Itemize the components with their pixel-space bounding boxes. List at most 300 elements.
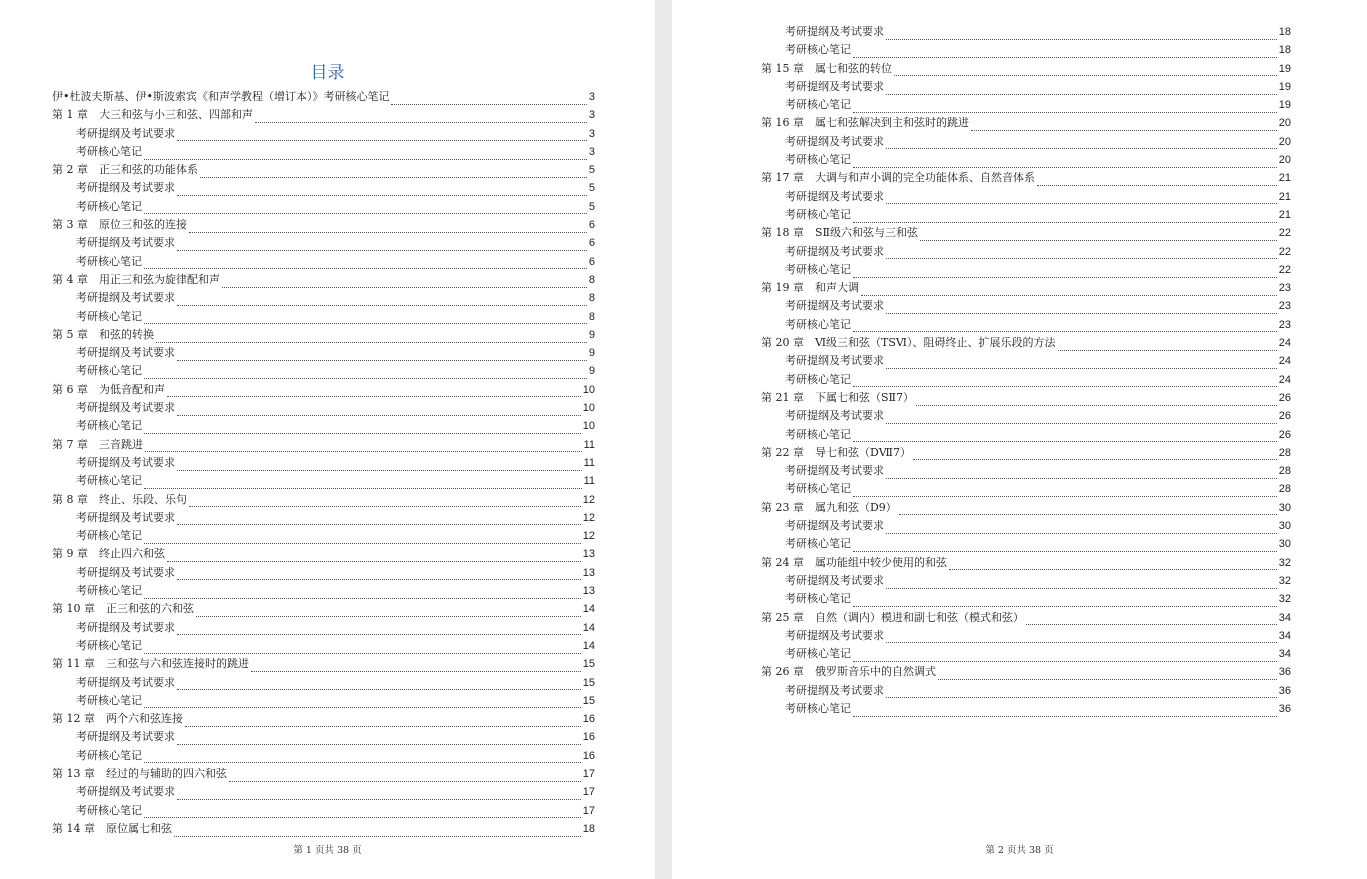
toc-page-number: 16 — [582, 749, 595, 762]
toc-subentry[interactable] — [761, 371, 1291, 389]
toc-entry[interactable] — [52, 765, 595, 783]
toc-subentry[interactable] — [52, 143, 595, 161]
toc-entry-label: 考研核心笔记 — [76, 364, 142, 378]
toc-leader-dots — [886, 356, 1277, 369]
toc-entry-label: 考研提纲及考试要求 — [785, 409, 884, 423]
toc-leader-dots — [177, 677, 581, 690]
toc-leader-dots — [886, 630, 1277, 643]
toc-page-number: 12 — [582, 511, 595, 524]
toc-subentry[interactable] — [761, 627, 1291, 645]
toc-entry-label: 考研提纲及考试要求 — [785, 244, 884, 258]
toc-subentry[interactable] — [52, 125, 595, 143]
toc-subentry[interactable] — [761, 261, 1291, 279]
toc-entry-label: 第 13 章 经过的与辅助的四六和弦 — [52, 766, 227, 780]
toc-subentry[interactable] — [761, 316, 1291, 334]
toc-entry-label: 第 24 章 属功能组中较少使用的和弦 — [761, 555, 947, 569]
toc-page-number: 32 — [1278, 556, 1291, 569]
toc-entry[interactable] — [52, 106, 595, 124]
toc-subentry[interactable] — [52, 747, 595, 765]
page-footer: 第 1 页共 38 页 — [293, 845, 362, 856]
toc-leader-dots — [886, 576, 1277, 589]
toc-leader-dots — [144, 586, 581, 599]
toc-entry-label: 考研提纲及考试要求 — [76, 346, 175, 360]
toc-subentry[interactable] — [52, 637, 595, 655]
toc-page-number: 14 — [582, 603, 595, 616]
toc-entry-label: 第 12 章 两个六和弦连接 — [52, 712, 183, 726]
toc-subentry[interactable] — [761, 407, 1291, 425]
toc-entry[interactable] — [52, 216, 595, 234]
toc-leader-dots — [255, 110, 587, 123]
toc-page-number: 30 — [1278, 520, 1291, 533]
toc-page-number: 21 — [1278, 208, 1291, 221]
table-of-contents — [761, 23, 1291, 718]
toc-page-number: 12 — [582, 493, 595, 506]
toc-page-number: 23 — [1278, 282, 1291, 295]
toc-leader-dots — [177, 348, 587, 361]
toc-leader-dots — [853, 319, 1277, 332]
toc-page-number: 9 — [588, 328, 595, 341]
toc-page-number: 14 — [582, 639, 595, 652]
toc-leader-dots — [1058, 338, 1277, 351]
toc-page-number: 9 — [588, 347, 595, 360]
toc-entry-label: 第 9 章 终止四六和弦 — [52, 547, 165, 561]
toc-page-number: 15 — [582, 694, 595, 707]
toc-page-number: 21 — [1278, 190, 1291, 203]
toc-entry-label: 第 8 章 终止、乐段、乐句 — [52, 492, 187, 506]
toc-page-number: 5 — [588, 200, 595, 213]
toc-leader-dots — [144, 695, 581, 708]
toc-page-number: 26 — [1278, 410, 1291, 423]
toc-leader-dots — [222, 275, 587, 288]
toc-entry-label: 考研提纲及考试要求 — [785, 683, 884, 697]
toc-page-number: 3 — [588, 109, 595, 122]
toc-entry[interactable] — [52, 436, 595, 454]
toc-entry-label: 考研核心笔记 — [76, 419, 142, 433]
toc-subentry[interactable] — [52, 674, 595, 692]
toc-entry-label: 考研提纲及考试要求 — [785, 134, 884, 148]
toc-leader-dots — [144, 641, 581, 654]
toc-leader-dots — [861, 283, 1277, 296]
toc-entry[interactable] — [52, 655, 595, 673]
toc-entry-label: 考研核心笔记 — [785, 647, 851, 661]
toc-page-number: 36 — [1278, 702, 1291, 715]
toc-leader-dots — [894, 63, 1277, 76]
toc-subentry[interactable] — [52, 728, 595, 746]
toc-entry[interactable] — [52, 326, 595, 344]
toc-entry[interactable] — [761, 169, 1291, 187]
page-gutter — [655, 0, 672, 879]
toc-entry-label: 考研核心笔记 — [785, 372, 851, 386]
toc-entry-label: 第 25 章 自然（调内）模进和副七和弦（模式和弦） — [761, 610, 1024, 624]
page-footer: 第 2 页共 38 页 — [985, 845, 1054, 856]
toc-entry[interactable] — [761, 334, 1291, 352]
toc-page-number: 6 — [588, 255, 595, 268]
toc-entry-label: 考研提纲及考试要求 — [785, 464, 884, 478]
toc-leader-dots — [853, 484, 1277, 497]
toc-leader-dots — [156, 330, 587, 343]
toc-entry-label: 第 14 章 原位属七和弦 — [52, 821, 172, 835]
toc-subentry[interactable] — [761, 78, 1291, 96]
toc-page-number: 15 — [582, 658, 595, 671]
toc-leader-dots — [144, 311, 587, 324]
toc-page-number: 10 — [582, 402, 595, 415]
toc-entry-label: 考研核心笔记 — [76, 199, 142, 213]
toc-page-number: 34 — [1278, 611, 1291, 624]
toc-entry-label: 考研提纲及考试要求 — [76, 291, 175, 305]
toc-page-number: 11 — [583, 438, 595, 451]
toc-entry-label: 考研核心笔记 — [76, 254, 142, 268]
toc-entry-label: 考研核心笔记 — [785, 153, 851, 167]
toc-leader-dots — [886, 685, 1277, 698]
toc-entry[interactable] — [761, 224, 1291, 242]
toc-subentry[interactable] — [761, 352, 1291, 370]
toc-leader-dots — [886, 301, 1277, 314]
toc-page-number: 14 — [582, 621, 595, 634]
toc-page-number: 28 — [1278, 483, 1291, 496]
toc-subentry[interactable] — [52, 198, 595, 216]
toc-leader-dots — [251, 659, 581, 672]
toc-entry-label: 第 15 章 属七和弦的转位 — [761, 61, 892, 75]
toc-leader-dots — [196, 604, 581, 617]
table-of-contents — [52, 88, 595, 838]
toc-leader-dots — [177, 567, 581, 580]
toc-entry-label: 考研核心笔记 — [76, 474, 142, 488]
toc-entry[interactable] — [52, 600, 595, 618]
toc-subentry[interactable] — [52, 253, 595, 271]
toc-page-number: 36 — [1278, 684, 1291, 697]
toc-entry[interactable] — [52, 491, 595, 509]
toc-page-number: 19 — [1278, 99, 1291, 112]
toc-subentry[interactable] — [761, 517, 1291, 535]
toc-page-number: 18 — [1278, 44, 1291, 57]
toc-entry[interactable] — [52, 161, 595, 179]
document-page-2 — [672, 0, 1367, 879]
toc-entry-label: 考研提纲及考试要求 — [76, 126, 175, 140]
toc-subentry[interactable] — [761, 206, 1291, 224]
toc-subentry[interactable] — [761, 426, 1291, 444]
toc-entry-label: 第 18 章 SⅡ级六和弦与三和弦 — [761, 226, 919, 240]
toc-leader-dots — [144, 147, 587, 160]
toc-leader-dots — [174, 824, 581, 837]
toc-subentry[interactable] — [52, 362, 595, 380]
toc-subentry[interactable] — [52, 179, 595, 197]
toc-leader-dots — [899, 502, 1277, 515]
toc-entry-label: 考研核心笔记 — [76, 803, 142, 817]
toc-page-number: 5 — [588, 182, 595, 195]
toc-subentry[interactable] — [761, 572, 1291, 590]
toc-entry[interactable] — [52, 820, 595, 838]
toc-entry-label: 考研核心笔记 — [76, 309, 142, 323]
toc-entry-label: 考研提纲及考试要求 — [785, 519, 884, 533]
toc-page-number: 11 — [583, 475, 595, 488]
toc-entry-label: 第 6 章 为低音配和声 — [52, 382, 165, 396]
toc-entry-label: 第 26 章 俄罗斯音乐中的自然调式 — [761, 665, 936, 679]
toc-subentry[interactable] — [761, 590, 1291, 608]
toc-subentry[interactable] — [761, 297, 1291, 315]
toc-leader-dots — [853, 649, 1277, 662]
toc-leader-dots — [144, 421, 581, 434]
toc-entry-label: 考研提纲及考试要求 — [76, 620, 175, 634]
toc-leader-dots — [167, 384, 581, 397]
toc-page-number: 20 — [1278, 117, 1291, 130]
toc-page-number: 30 — [1278, 538, 1291, 551]
toc-page-number: 11 — [583, 456, 595, 469]
toc-page-number: 18 — [582, 822, 595, 835]
toc-leader-dots — [391, 92, 586, 105]
toc-entry-label: 考研核心笔记 — [785, 427, 851, 441]
toc-page-number: 15 — [582, 676, 595, 689]
toc-leader-dots — [920, 228, 1277, 241]
toc-subentry[interactable] — [52, 308, 595, 326]
toc-subentry[interactable] — [52, 472, 595, 490]
toc-subentry[interactable] — [52, 509, 595, 527]
toc-page-number: 13 — [582, 566, 595, 579]
toc-leader-dots — [144, 366, 587, 379]
toc-subentry[interactable] — [761, 188, 1291, 206]
toc-leader-dots — [853, 210, 1277, 223]
toc-entry-label: 考研核心笔记 — [785, 537, 851, 551]
toc-subentry[interactable] — [761, 23, 1291, 41]
toc-leader-dots — [144, 531, 581, 544]
toc-subentry[interactable] — [761, 700, 1291, 718]
toc-entry-label: 第 3 章 原位三和弦的连接 — [52, 218, 187, 232]
toc-entry-label: 考研核心笔记 — [76, 144, 142, 158]
toc-page-number: 26 — [1278, 391, 1291, 404]
toc-subentry[interactable] — [52, 234, 595, 252]
toc-subentry[interactable] — [761, 243, 1291, 261]
toc-leader-dots — [853, 429, 1277, 442]
toc-page-number: 19 — [1278, 80, 1291, 93]
toc-leader-dots — [886, 246, 1277, 259]
toc-entry-label: 考研提纲及考试要求 — [76, 455, 175, 469]
toc-entry-label: 第 16 章 属七和弦解决到主和弦时的跳进 — [761, 116, 969, 130]
toc-entry-label: 第 5 章 和弦的转换 — [52, 327, 154, 341]
toc-subentry[interactable] — [761, 462, 1291, 480]
toc-entry-label: 第 19 章 和声大调 — [761, 281, 859, 295]
toc-page-number: 26 — [1278, 428, 1291, 441]
toc-entry-label: 第 10 章 正三和弦的六和弦 — [52, 602, 194, 616]
toc-entry-label: 第 1 章 大三和弦与小三和弦、四部和声 — [52, 108, 253, 122]
toc-entry[interactable] — [52, 545, 595, 563]
toc-subentry[interactable] — [761, 133, 1291, 151]
toc-entry-label: 考研核心笔记 — [76, 529, 142, 543]
toc-leader-dots — [886, 466, 1277, 479]
toc-leader-dots — [200, 165, 587, 178]
toc-leader-dots — [853, 155, 1277, 168]
toc-leader-dots — [177, 732, 581, 745]
toc-page-number: 32 — [1278, 574, 1291, 587]
toc-entry-label: 考研核心笔记 — [785, 262, 851, 276]
toc-page-number: 10 — [582, 383, 595, 396]
toc-leader-dots — [886, 411, 1277, 424]
toc-page-number: 13 — [582, 548, 595, 561]
toc-leader-dots — [886, 27, 1277, 40]
toc-entry[interactable] — [761, 554, 1291, 572]
toc-leader-dots — [177, 293, 587, 306]
toc-leader-dots — [971, 118, 1277, 131]
toc-leader-dots — [853, 594, 1277, 607]
toc-leader-dots — [185, 714, 581, 727]
toc-entry[interactable] — [761, 60, 1291, 78]
toc-page-number: 32 — [1278, 593, 1291, 606]
toc-entry-label: 考研提纲及考试要求 — [76, 565, 175, 579]
toc-page-number: 12 — [582, 530, 595, 543]
toc-entry-label: 考研核心笔记 — [785, 701, 851, 715]
toc-entry[interactable] — [761, 279, 1291, 297]
toc-page-number: 8 — [588, 292, 595, 305]
toc-leader-dots — [177, 128, 587, 141]
toc-subentry[interactable] — [52, 417, 595, 435]
toc-leader-dots — [1026, 612, 1277, 625]
toc-entry-label: 考研提纲及考试要求 — [785, 189, 884, 203]
toc-leader-dots — [177, 512, 581, 525]
toc-entry-label: 考研核心笔记 — [785, 207, 851, 221]
toc-page-number: 20 — [1278, 135, 1291, 148]
toc-leader-dots — [177, 458, 582, 471]
toc-entry[interactable] — [761, 389, 1291, 407]
toc-page-number: 28 — [1278, 446, 1291, 459]
toc-page-number: 24 — [1278, 373, 1291, 386]
toc-subentry[interactable] — [52, 564, 595, 582]
toc-page-number: 6 — [588, 219, 595, 232]
toc-leader-dots — [886, 521, 1277, 534]
toc-page-number: 17 — [582, 786, 595, 799]
toc-subentry[interactable] — [52, 692, 595, 710]
toc-leader-dots — [177, 238, 587, 251]
toc-entry-label: 考研提纲及考试要求 — [76, 675, 175, 689]
toc-subentry[interactable] — [761, 96, 1291, 114]
toc-entry-label: 考研提纲及考试要求 — [785, 25, 884, 38]
toc-subentry[interactable] — [761, 645, 1291, 663]
toc-leader-dots — [886, 136, 1277, 149]
toc-entry-label: 考研核心笔记 — [76, 638, 142, 652]
toc-page-number: 3 — [588, 91, 595, 103]
toc-subentry[interactable] — [52, 802, 595, 820]
toc-page-number: 17 — [582, 804, 595, 817]
toc-page-number: 22 — [1278, 245, 1291, 258]
toc-entry-label: 考研核心笔记 — [785, 317, 851, 331]
toc-page-number: 8 — [588, 310, 595, 323]
toc-subentry[interactable] — [761, 480, 1291, 498]
toc-leader-dots — [229, 769, 581, 782]
toc-subentry[interactable] — [761, 682, 1291, 700]
toc-entry-label: 考研核心笔记 — [785, 43, 851, 57]
toc-page-number: 23 — [1278, 318, 1291, 331]
toc-subentry[interactable] — [52, 454, 595, 472]
toc-leader-dots — [144, 805, 581, 818]
toc-page-number: 10 — [582, 420, 595, 433]
toc-leader-dots — [189, 494, 581, 507]
toc-page-number: 24 — [1278, 355, 1291, 368]
toc-entry[interactable] — [52, 381, 595, 399]
toc-subentry[interactable] — [761, 535, 1291, 553]
toc-page-number: 36 — [1278, 666, 1291, 679]
toc-leader-dots — [916, 393, 1277, 406]
toc-page-number: 30 — [1278, 501, 1291, 514]
toc-entry-label: 考研提纲及考试要求 — [785, 573, 884, 587]
toc-entry-label: 第 21 章 下属七和弦（SⅡ7） — [761, 390, 915, 404]
toc-entry[interactable] — [761, 444, 1291, 462]
toc-entry[interactable] — [52, 88, 595, 106]
toc-leader-dots — [853, 265, 1277, 278]
toc-entry-label: 第 20 章 Ⅵ级三和弦（TSⅥ）、阻碍终止、扩展乐段的方法 — [761, 336, 1056, 350]
toc-entry[interactable] — [52, 710, 595, 728]
toc-entry-label: 考研提纲及考试要求 — [76, 510, 175, 524]
toc-entry-label: 考研提纲及考试要求 — [76, 730, 175, 744]
toc-entry-label: 考研提纲及考试要求 — [76, 181, 175, 195]
document-page-1 — [0, 0, 655, 879]
toc-entry-label: 第 22 章 导七和弦（DⅦ7） — [761, 445, 912, 459]
toc-subentry[interactable] — [761, 151, 1291, 169]
toc-leader-dots — [949, 557, 1277, 570]
toc-leader-dots — [177, 787, 581, 800]
toc-page-number: 28 — [1278, 465, 1291, 478]
toc-leader-dots — [853, 45, 1277, 58]
toc-page-number: 13 — [582, 585, 595, 598]
toc-subentry[interactable] — [52, 399, 595, 417]
toc-entry[interactable] — [761, 114, 1291, 132]
toc-entry-label: 考研提纲及考试要求 — [76, 401, 175, 415]
toc-leader-dots — [886, 191, 1277, 204]
toc-page-number: 34 — [1278, 629, 1291, 642]
toc-subentry[interactable] — [52, 344, 595, 362]
toc-leader-dots — [144, 256, 587, 269]
toc-leader-dots — [853, 704, 1277, 717]
toc-page-number: 18 — [1278, 26, 1291, 38]
toc-entry-label: 考研核心笔记 — [76, 693, 142, 707]
toc-page-number: 5 — [588, 164, 595, 177]
toc-leader-dots — [189, 220, 587, 233]
toc-subentry[interactable] — [761, 41, 1291, 59]
toc-entry-label: 考研核心笔记 — [785, 98, 851, 112]
toc-subentry[interactable] — [52, 289, 595, 307]
toc-page-number: 16 — [582, 731, 595, 744]
toc-page-number: 24 — [1278, 337, 1291, 350]
toc-entry-label: 第 2 章 正三和弦的功能体系 — [52, 163, 198, 177]
toc-page-number: 21 — [1278, 172, 1291, 185]
toc-leader-dots — [177, 403, 581, 416]
toc-entry[interactable] — [761, 609, 1291, 627]
toc-page-number: 9 — [588, 365, 595, 378]
toc-entry-label: 考研提纲及考试要求 — [785, 354, 884, 368]
toc-leader-dots — [853, 539, 1277, 552]
toc-subentry[interactable] — [52, 783, 595, 801]
toc-leader-dots — [938, 667, 1277, 680]
toc-entry-label: 伊•杜波夫斯基、伊•斯波索宾《和声学教程（增订本）》考研核心笔记 — [52, 90, 390, 103]
toc-page-number: 23 — [1278, 300, 1291, 313]
toc-entry-label: 第 23 章 属九和弦（D9） — [761, 500, 897, 514]
toc-entry-label: 第 11 章 三和弦与六和弦连接时的跳进 — [52, 657, 249, 671]
toc-entry-label: 考研核心笔记 — [76, 584, 142, 598]
toc-subentry[interactable] — [52, 619, 595, 637]
toc-entry-label: 第 7 章 三音跳进 — [52, 437, 143, 451]
toc-entry[interactable] — [52, 271, 595, 289]
toc-subentry[interactable] — [52, 527, 595, 545]
toc-entry-label: 考研提纲及考试要求 — [76, 236, 175, 250]
toc-entry[interactable] — [761, 499, 1291, 517]
toc-leader-dots — [144, 476, 582, 489]
toc-page-number: 17 — [582, 767, 595, 780]
toc-entry-label: 考研提纲及考试要求 — [785, 299, 884, 313]
toc-entry-label: 考研提纲及考试要求 — [785, 79, 884, 93]
toc-leader-dots — [177, 622, 581, 635]
toc-entry-label: 考研核心笔记 — [76, 748, 142, 762]
toc-entry-label: 考研提纲及考试要求 — [76, 785, 175, 799]
toc-leader-dots — [145, 439, 582, 452]
toc-entry[interactable] — [761, 663, 1291, 681]
toc-subentry[interactable] — [52, 582, 595, 600]
toc-leader-dots — [177, 183, 587, 196]
